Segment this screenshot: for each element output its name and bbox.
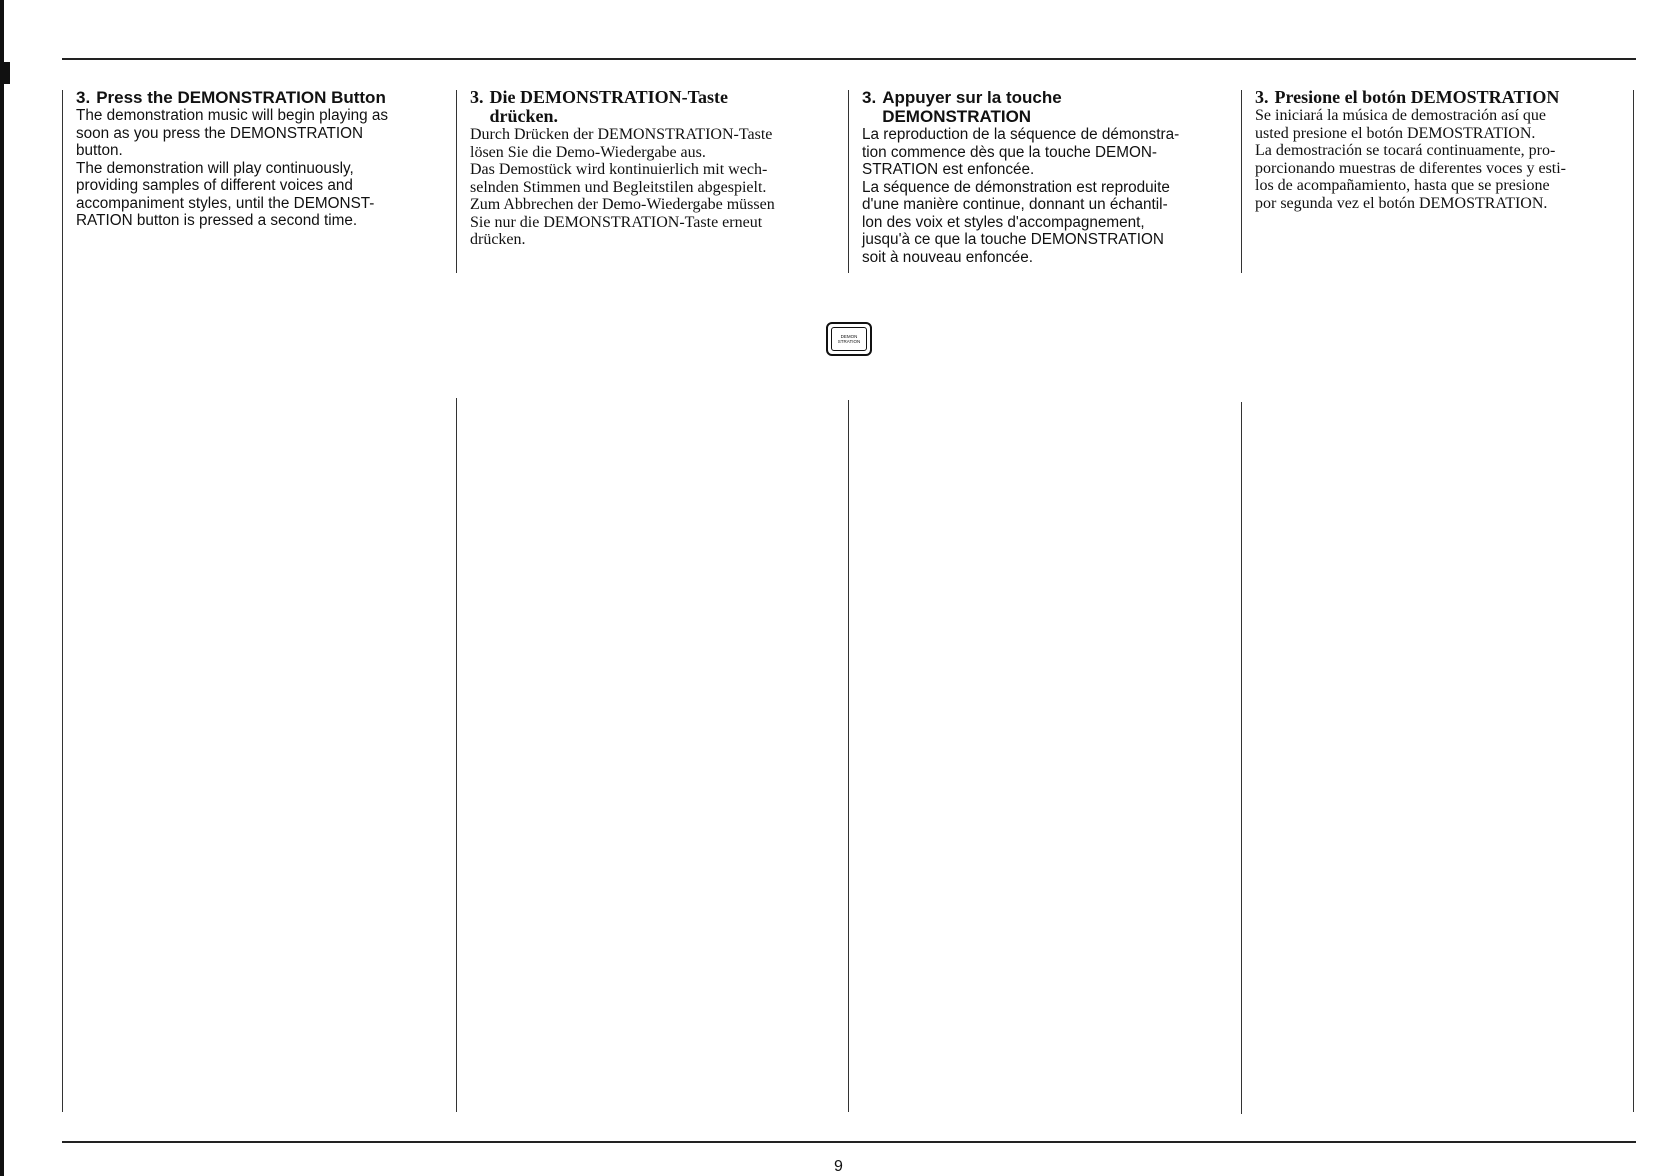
- bottom-rule: [62, 1141, 1636, 1143]
- section-body: Durch Drücken der DEMONSTRATION-Taste lösen Sie die Demo-Wiedergabe aus. Das Demostück wird kontinuierlich mit wech- selnden Stimmen und Begleitstilen abgespielt. Zum Abbrechen der Demo-Wiedergabe müssen Sie nur die DEMONSTRATION-Taste erneut drücken.: [470, 126, 775, 248]
- column-english: [76, 88, 448, 230]
- step-number: 3.: [1255, 87, 1269, 107]
- section-body: Se iniciará la música de demostración así que usted presione el botón DEMOSTRATION. La demostración se tocará continuamente, pro- porcionando muestras de diferentes voces y esti- los de acompañamiento, hasta que se presione por segunda vez el botón DEMOSTRATION.: [1255, 107, 1567, 212]
- column-divider: [1241, 402, 1242, 1114]
- page-binding-edge: [0, 0, 4, 1176]
- section-heading: [470, 88, 842, 126]
- column-german: [470, 88, 842, 249]
- column-divider: [848, 90, 849, 273]
- step-number: 3.: [470, 87, 484, 107]
- column-border-left: [62, 90, 63, 1112]
- column-spanish: [1255, 88, 1627, 212]
- heading-text: Presione el botón DEMOSTRATION: [1274, 87, 1560, 107]
- heading-text: Die DEMONSTRATION-Taste drücken.: [489, 87, 729, 126]
- column-french: [862, 88, 1234, 266]
- column-divider: [456, 90, 457, 273]
- section-body: La reproduction de la séquence de démonstra- tion commence dès que la touche DEMON- STRATION est enfoncée. La séquence de démonstration est reproduite d'une manière continue, donnant un échantil- lon des voix et styles d'accompagnement, jusqu'à ce que la touche DEMONSTRATION soit à nouveau enfoncée.: [862, 126, 1180, 266]
- step-number: 3.: [862, 88, 877, 107]
- demonstration-button-face: [831, 327, 867, 351]
- heading-text: Press the DEMONSTRATION Button: [96, 88, 386, 107]
- column-border-right: [1633, 90, 1634, 1112]
- column-divider: [1241, 90, 1242, 273]
- button-label-line2: STRATION: [837, 339, 861, 344]
- top-rule: [62, 58, 1636, 60]
- button-label-line1: DEMON: [840, 334, 858, 339]
- section-heading: [76, 88, 448, 107]
- column-divider: [456, 398, 457, 1112]
- page-number: 9: [834, 1158, 843, 1175]
- heading-text: Appuyer sur la touche DEMONSTRATION: [882, 88, 1062, 126]
- column-divider: [848, 400, 849, 1112]
- section-heading: [862, 88, 1234, 126]
- binding-mark: [0, 62, 10, 84]
- section-heading: [1255, 88, 1627, 107]
- section-body: The demonstration music will begin playing as soon as you press the DEMONSTRATION button. The demonstration will play continuously, providing samples of different voices and accompaniment styles, until the DEMONST- RATION button is pressed a second time.: [76, 107, 389, 229]
- step-number: 3.: [76, 88, 91, 107]
- demonstration-button-icon: [826, 322, 872, 356]
